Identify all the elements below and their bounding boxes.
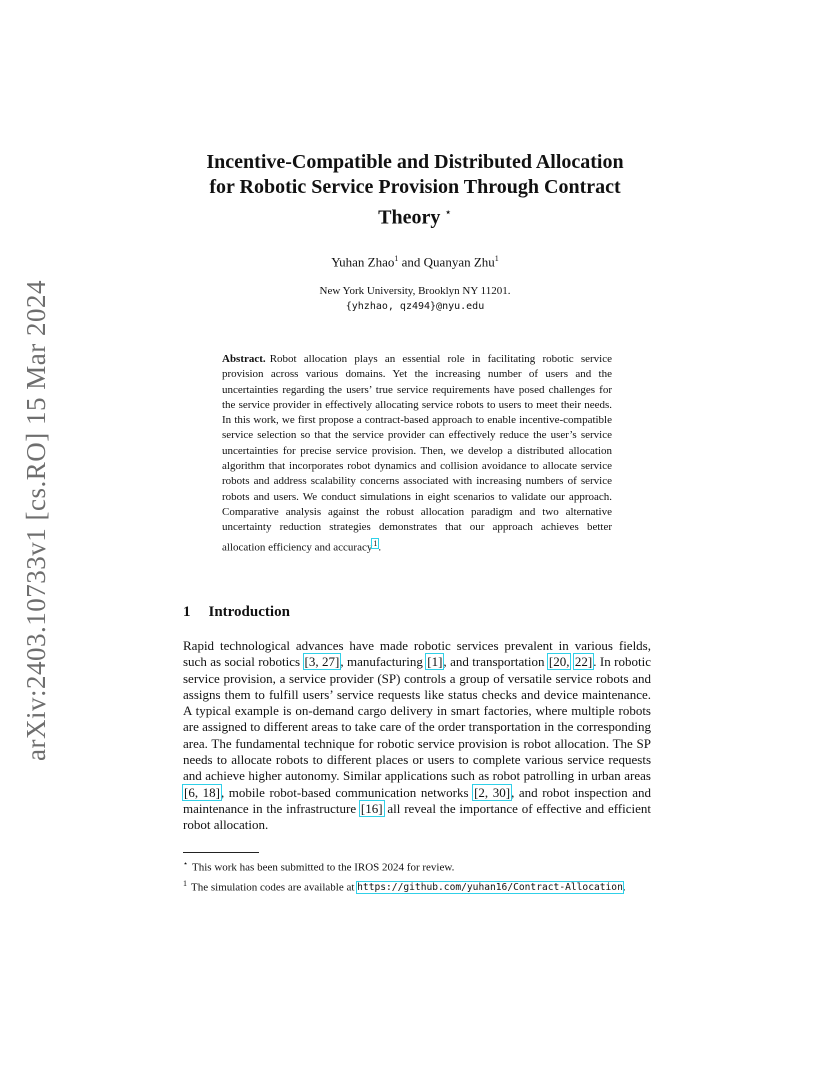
abstract-label: Abstract. [222, 353, 266, 365]
intro-text: , mobile robot-based communication networks [220, 784, 474, 800]
abstract [222, 352, 612, 556]
section-heading [183, 604, 290, 621]
title-line-3: Theory [378, 206, 441, 229]
title-line-2: for Robotic Service Provision Through Contract [209, 176, 621, 198]
citation-link[interactable]: [16] [360, 800, 383, 816]
intro-text: all reveal the importance of effective and efficient robot allocation. [183, 800, 652, 833]
footnote-text: This work has been submitted to the IROS 2024 for review. [192, 861, 455, 874]
affiliation-text: New York University, Brooklyn NY 11201. [319, 285, 511, 297]
arxiv-identifier: arXiv:2403.10733v1 [cs.RO] 15 Mar 2024 [20, 279, 51, 761]
abstract-text: Robot allocation plays an essential role in facilitating robotic service provision across various domains. Yet the increasing number of users and the uncertainties regarding the users’ true service requirements have posed challenges for the service provider in effectively allocating service robots to users to meet their needs. In this work, we first propose a contract-based approach to enable incentive-compatible service selection so that the service provider can effectively reduce the user’s service uncertainties for precise service provision. Then, we develop a distributed allocation algorithm that incorporates robot dynamics and collision avoidance to allocate service robots and address scalability concerns associated with increasing numbers of service robots and users. We conduct simulations in eight scenarios to validate our approach. Comparative analysis against the robust allocation paradigm and two alternative uncertainty reduction strategies demonstrates that our approach achieves better allocation efficiency and accuracy [222, 353, 612, 554]
abstract-end: . [378, 541, 382, 554]
footnotes [183, 856, 651, 895]
footnote-link[interactable]: 1 [373, 538, 378, 548]
citation-link[interactable]: [3, 27] [304, 654, 340, 670]
footnote-mark: 1 [183, 878, 187, 888]
intro-text: Rapid technological advances have made robotic services prevalent in various fields, such as social robotics [183, 638, 651, 670]
citation-link[interactable]: 22] [574, 654, 593, 670]
citation-link[interactable]: [1] [427, 654, 443, 670]
intro-text: , and robot inspection and maintenance in the infrastructure [183, 784, 651, 816]
footnote-mark: ⋆ [183, 859, 189, 868]
affiliation-mark: 1 [394, 254, 399, 263]
citation-link[interactable]: [2, 30] [474, 784, 511, 800]
footnote-divider [183, 852, 259, 853]
author-email: {yhzhao, qz494}@nyu.edu [345, 301, 485, 312]
section-number: 1 [183, 604, 191, 620]
section-title: Introduction [208, 604, 290, 620]
footnote-text: The simulation codes are available at [191, 881, 358, 894]
author-list [160, 254, 670, 270]
title-footnote-star[interactable]: ⋆ [444, 205, 452, 219]
footnote-end: . [622, 881, 626, 894]
intro-paragraph [183, 638, 651, 834]
author-conjunction: and [401, 254, 421, 270]
intro-text: , manufacturing [340, 654, 427, 670]
title-line-1: Incentive-Compatible and Distributed Allocation [206, 151, 624, 173]
intro-text: . In robotic service provision, a service provider (SP) controls a group of versatile service robots and assigns them to fulfill users’ service requests like status checks and device maintenance. A typical example is on-demand cargo delivery in smart factories, where multiple robots are assigned to different areas to take care of the order transportation in the corresponding area. The fundamental technique for robotic service provision is robot allocation. The SP needs to allocate robots to different places or users to complete various service requests and achieve higher autonomy. Similar applications such as robot patrolling in urban areas [183, 654, 651, 784]
footnote-code [183, 876, 651, 896]
intro-text: , and transportation [443, 654, 548, 670]
citation-link[interactable]: [20, [548, 654, 570, 670]
code-repository-link[interactable]: https://github.com/yuhan16/Contract-Allocation [357, 882, 623, 894]
paper-title [160, 150, 670, 231]
citation-link[interactable]: [6, 18] [184, 784, 220, 800]
arxiv-sidebar-stamp [20, 280, 52, 760]
author-name: Yuhan Zhao [331, 254, 395, 270]
affiliation-block [160, 284, 670, 314]
footnote-review [183, 856, 651, 876]
author-name: Quanyan Zhu [423, 254, 495, 270]
affiliation-mark: 1 [494, 254, 499, 263]
